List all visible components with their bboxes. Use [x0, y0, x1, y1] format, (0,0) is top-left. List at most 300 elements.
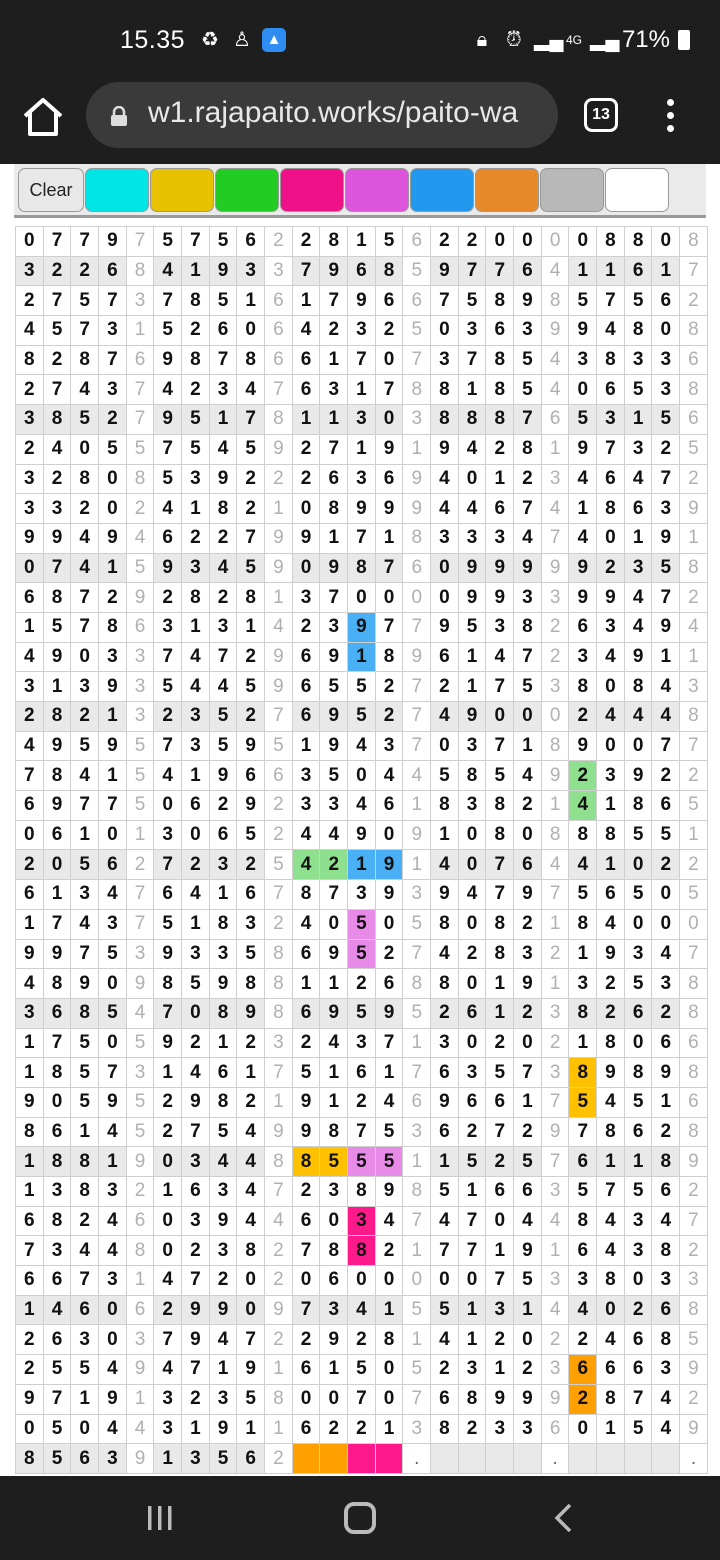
number-cell[interactable]: 3	[652, 1355, 680, 1385]
number-cell[interactable]: 8	[486, 345, 514, 375]
number-cell[interactable]: 8	[514, 434, 542, 464]
number-cell[interactable]: 5	[569, 880, 597, 910]
number-cell[interactable]: 8	[486, 286, 514, 316]
number-cell[interactable]: 3	[652, 969, 680, 999]
number-cell[interactable]: 2	[514, 1355, 542, 1385]
number-cell[interactable]: 6	[43, 998, 71, 1028]
number-cell[interactable]: 0	[154, 1236, 182, 1266]
separator-cell[interactable]: 1	[403, 1147, 431, 1177]
number-cell[interactable]: 9	[99, 227, 127, 257]
separator-cell[interactable]: 2	[680, 761, 708, 791]
home-nav-icon[interactable]	[344, 1502, 376, 1534]
separator-cell[interactable]: 8	[680, 969, 708, 999]
number-cell[interactable]: 9	[209, 1414, 237, 1444]
number-cell[interactable]: 1	[237, 612, 265, 642]
number-cell[interactable]	[348, 1444, 376, 1474]
separator-cell[interactable]: 1	[265, 1087, 293, 1117]
number-cell[interactable]: 6	[597, 375, 625, 405]
number-cell[interactable]: 5	[237, 820, 265, 850]
number-cell[interactable]: 2	[375, 702, 403, 732]
number-cell[interactable]: 8	[237, 583, 265, 613]
number-cell[interactable]: 2	[182, 1028, 210, 1058]
number-cell[interactable]: 3	[348, 464, 376, 494]
number-cell[interactable]: 7	[237, 523, 265, 553]
number-cell[interactable]: 2	[43, 256, 71, 286]
number-cell[interactable]: 0	[597, 731, 625, 761]
number-cell[interactable]: 8	[43, 1206, 71, 1236]
number-cell[interactable]: 0	[292, 1384, 320, 1414]
separator-cell[interactable]: 8	[403, 375, 431, 405]
number-cell[interactable]: 8	[320, 494, 348, 524]
number-cell[interactable]: 2	[348, 1087, 376, 1117]
number-cell[interactable]: 6	[16, 880, 44, 910]
number-cell[interactable]: 9	[431, 256, 459, 286]
number-cell[interactable]: 4	[431, 1206, 459, 1236]
separator-cell[interactable]: 8	[403, 1177, 431, 1207]
number-cell[interactable]	[486, 1444, 514, 1474]
number-cell[interactable]: 5	[375, 1147, 403, 1177]
number-cell[interactable]: 0	[514, 702, 542, 732]
number-cell[interactable]: 2	[182, 1236, 210, 1266]
separator-cell[interactable]: 7	[541, 1147, 569, 1177]
separator-cell[interactable]: 9	[265, 434, 293, 464]
number-cell[interactable]: 6	[348, 256, 376, 286]
number-cell[interactable]: 8	[431, 405, 459, 435]
number-cell[interactable]: 7	[375, 1028, 403, 1058]
number-cell[interactable]: 8	[182, 583, 210, 613]
number-cell[interactable]: 4	[209, 434, 237, 464]
number-cell[interactable]: 5	[569, 1087, 597, 1117]
number-cell[interactable]: 6	[209, 820, 237, 850]
number-cell[interactable]: 2	[569, 1384, 597, 1414]
number-cell[interactable]: 4	[569, 1295, 597, 1325]
number-cell[interactable]: 0	[431, 731, 459, 761]
separator-cell[interactable]: 2	[126, 1177, 154, 1207]
number-cell[interactable]: 8	[597, 345, 625, 375]
separator-cell[interactable]: .	[541, 1444, 569, 1474]
number-cell[interactable]: 9	[43, 939, 71, 969]
separator-cell[interactable]: 7	[680, 256, 708, 286]
number-cell[interactable]: 5	[431, 1177, 459, 1207]
number-cell[interactable]: 8	[375, 256, 403, 286]
number-cell[interactable]: 4	[154, 1355, 182, 1385]
number-cell[interactable]: 8	[43, 1147, 71, 1177]
number-cell[interactable]: 5	[292, 1058, 320, 1088]
separator-cell[interactable]: 5	[680, 434, 708, 464]
number-cell[interactable]: 3	[99, 1177, 127, 1207]
separator-cell[interactable]: 5	[126, 553, 154, 583]
separator-cell[interactable]: 2	[126, 494, 154, 524]
number-cell[interactable]: 6	[597, 1355, 625, 1385]
number-cell[interactable]: 5	[237, 939, 265, 969]
number-cell[interactable]: 3	[209, 1177, 237, 1207]
number-cell[interactable]: 5	[320, 1147, 348, 1177]
number-cell[interactable]: 2	[71, 702, 99, 732]
number-cell[interactable]: 5	[514, 1147, 542, 1177]
number-cell[interactable]: 9	[514, 880, 542, 910]
number-cell[interactable]: 4	[569, 464, 597, 494]
number-cell[interactable]: 3	[486, 523, 514, 553]
number-cell[interactable]: 5	[43, 1444, 71, 1474]
number-cell[interactable]: 9	[569, 434, 597, 464]
number-cell[interactable]: 2	[514, 909, 542, 939]
number-cell[interactable]: 2	[652, 761, 680, 791]
number-cell[interactable]: 6	[431, 642, 459, 672]
number-cell[interactable]: 7	[292, 1236, 320, 1266]
number-cell[interactable]: 4	[237, 1147, 265, 1177]
number-cell[interactable]: 8	[348, 1236, 376, 1266]
number-cell[interactable]: 4	[514, 1206, 542, 1236]
number-cell[interactable]: 6	[348, 1058, 376, 1088]
back-icon[interactable]	[552, 1502, 576, 1534]
number-cell[interactable]: 7	[486, 731, 514, 761]
number-cell[interactable]: 2	[237, 494, 265, 524]
number-cell[interactable]: 7	[182, 227, 210, 257]
number-cell[interactable]: 8	[597, 820, 625, 850]
number-cell[interactable]: 6	[292, 642, 320, 672]
number-cell[interactable]: 0	[652, 880, 680, 910]
number-cell[interactable]: 9	[237, 731, 265, 761]
number-cell[interactable]: 2	[320, 850, 348, 880]
number-cell[interactable]: 8	[569, 820, 597, 850]
number-cell[interactable]: 8	[624, 1058, 652, 1088]
separator-cell[interactable]: 8	[541, 286, 569, 316]
number-cell[interactable]: 7	[486, 880, 514, 910]
number-cell[interactable]: 9	[597, 1058, 625, 1088]
number-cell[interactable]: 5	[43, 1355, 71, 1385]
number-cell[interactable]: 0	[71, 1414, 99, 1444]
separator-cell[interactable]: 1	[265, 1414, 293, 1444]
separator-cell[interactable]: 7	[265, 1058, 293, 1088]
number-cell[interactable]: 8	[486, 375, 514, 405]
number-cell[interactable]: 2	[99, 583, 127, 613]
number-cell[interactable]: 4	[514, 523, 542, 553]
number-cell[interactable]: 4	[209, 672, 237, 702]
number-cell[interactable]: 2	[292, 227, 320, 257]
number-cell[interactable]: 9	[514, 1384, 542, 1414]
number-cell[interactable]: 2	[348, 1325, 376, 1355]
number-cell[interactable]: 7	[458, 256, 486, 286]
number-cell[interactable]: 4	[597, 1236, 625, 1266]
number-cell[interactable]: 9	[569, 583, 597, 613]
number-cell[interactable]: 4	[348, 791, 376, 821]
number-cell[interactable]: 0	[624, 1028, 652, 1058]
number-cell[interactable]: 9	[375, 850, 403, 880]
separator-cell[interactable]: 6	[403, 1087, 431, 1117]
number-cell[interactable]: 8	[375, 642, 403, 672]
separator-cell[interactable]: 7	[403, 672, 431, 702]
number-cell[interactable]: 6	[320, 1266, 348, 1296]
number-cell[interactable]: 5	[458, 1147, 486, 1177]
number-cell[interactable]: 2	[209, 523, 237, 553]
number-cell[interactable]: 2	[597, 969, 625, 999]
number-cell[interactable]: 4	[431, 1325, 459, 1355]
number-cell[interactable]: 2	[182, 316, 210, 346]
number-cell[interactable]: 8	[569, 1206, 597, 1236]
number-cell[interactable]: 7	[154, 642, 182, 672]
separator-cell[interactable]: 6	[403, 553, 431, 583]
number-cell[interactable]: 1	[348, 642, 376, 672]
separator-cell[interactable]: 4	[265, 612, 293, 642]
separator-cell[interactable]: 4	[403, 761, 431, 791]
number-cell[interactable]: 7	[154, 998, 182, 1028]
number-cell[interactable]: 1	[99, 1147, 127, 1177]
number-cell[interactable]: 2	[375, 672, 403, 702]
number-cell[interactable]: 4	[458, 434, 486, 464]
number-cell[interactable]: 6	[486, 1087, 514, 1117]
separator-cell[interactable]: 0	[403, 1266, 431, 1296]
number-cell[interactable]: 3	[99, 316, 127, 346]
number-cell[interactable]: 2	[237, 850, 265, 880]
separator-cell[interactable]: 1	[680, 820, 708, 850]
separator-cell[interactable]: 9	[541, 553, 569, 583]
separator-cell[interactable]: 3	[541, 1355, 569, 1385]
number-cell[interactable]: 8	[43, 583, 71, 613]
separator-cell[interactable]: 2	[680, 464, 708, 494]
number-cell[interactable]: 0	[514, 1028, 542, 1058]
number-cell[interactable]: 0	[597, 523, 625, 553]
number-cell[interactable]: 6	[569, 612, 597, 642]
separator-cell[interactable]: 1	[403, 1028, 431, 1058]
number-cell[interactable]: 3	[182, 939, 210, 969]
number-cell[interactable]: 3	[237, 909, 265, 939]
number-cell[interactable]: 4	[569, 850, 597, 880]
separator-cell[interactable]: 3	[541, 583, 569, 613]
number-cell[interactable]: 6	[375, 791, 403, 821]
number-cell[interactable]: 2	[458, 227, 486, 257]
number-cell[interactable]: 1	[71, 1384, 99, 1414]
number-cell[interactable]: 4	[624, 583, 652, 613]
number-cell[interactable]: 4	[320, 1028, 348, 1058]
number-cell[interactable]: 5	[99, 939, 127, 969]
number-cell[interactable]: 8	[16, 345, 44, 375]
number-cell[interactable]: 9	[16, 1087, 44, 1117]
number-cell[interactable]: 0	[597, 672, 625, 702]
number-cell[interactable]: 8	[431, 1414, 459, 1444]
separator-cell[interactable]: 8	[265, 998, 293, 1028]
number-cell[interactable]: 6	[292, 1355, 320, 1385]
number-cell[interactable]: 2	[569, 1325, 597, 1355]
number-cell[interactable]: 2	[320, 316, 348, 346]
number-cell[interactable]: 1	[99, 761, 127, 791]
number-cell[interactable]: 6	[43, 820, 71, 850]
separator-cell[interactable]: 6	[403, 286, 431, 316]
number-cell[interactable]: 3	[624, 345, 652, 375]
number-cell[interactable]: 6	[597, 464, 625, 494]
number-cell[interactable]: 9	[43, 642, 71, 672]
separator-cell[interactable]: 2	[265, 820, 293, 850]
number-cell[interactable]: 9	[431, 880, 459, 910]
separator-cell[interactable]: 6	[541, 1414, 569, 1444]
separator-cell[interactable]: 1	[126, 1266, 154, 1296]
number-cell[interactable]: 8	[431, 375, 459, 405]
number-cell[interactable]: 4	[514, 761, 542, 791]
number-cell[interactable]: 3	[652, 375, 680, 405]
number-cell[interactable]: 1	[348, 850, 376, 880]
separator-cell[interactable]: 9	[680, 1147, 708, 1177]
number-cell[interactable]: 1	[624, 405, 652, 435]
number-cell[interactable]: 0	[458, 464, 486, 494]
number-cell[interactable]: 3	[16, 405, 44, 435]
number-cell[interactable]: 0	[320, 1206, 348, 1236]
number-cell[interactable]: 2	[431, 998, 459, 1028]
number-cell[interactable]: 2	[237, 702, 265, 732]
number-cell[interactable]: 1	[597, 791, 625, 821]
number-cell[interactable]: 0	[375, 345, 403, 375]
number-cell[interactable]: 1	[16, 1058, 44, 1088]
number-cell[interactable]: 4	[652, 1384, 680, 1414]
separator-cell[interactable]: 5	[126, 761, 154, 791]
number-cell[interactable]: 3	[99, 909, 127, 939]
separator-cell[interactable]: 5	[403, 1295, 431, 1325]
separator-cell[interactable]: 3	[403, 1117, 431, 1147]
separator-cell[interactable]: 1	[403, 1236, 431, 1266]
separator-cell[interactable]: 6	[680, 405, 708, 435]
number-cell[interactable]: 9	[237, 998, 265, 1028]
number-cell[interactable]: 5	[237, 672, 265, 702]
number-cell[interactable]: 4	[431, 939, 459, 969]
number-cell[interactable]: 7	[209, 345, 237, 375]
number-cell[interactable]: 2	[182, 523, 210, 553]
number-cell[interactable]: 3	[182, 464, 210, 494]
number-cell[interactable]: 1	[597, 256, 625, 286]
separator-cell[interactable]: 7	[541, 880, 569, 910]
number-cell[interactable]: 0	[16, 1414, 44, 1444]
number-cell[interactable]: 8	[71, 464, 99, 494]
number-cell[interactable]: 9	[209, 256, 237, 286]
number-cell[interactable]: 2	[431, 1355, 459, 1385]
number-cell[interactable]: 0	[624, 909, 652, 939]
separator-cell[interactable]: 4	[541, 1206, 569, 1236]
number-cell[interactable]: 5	[348, 998, 376, 1028]
number-cell[interactable]: 5	[182, 434, 210, 464]
number-cell[interactable]: 1	[16, 909, 44, 939]
number-cell[interactable]: 3	[320, 612, 348, 642]
number-cell[interactable]: 9	[624, 642, 652, 672]
number-cell[interactable]: 2	[154, 583, 182, 613]
number-cell[interactable]: 8	[237, 345, 265, 375]
number-cell[interactable]: 7	[154, 434, 182, 464]
number-cell[interactable]: 2	[569, 702, 597, 732]
separator-cell[interactable]: 7	[403, 345, 431, 375]
number-cell[interactable]: 2	[154, 1087, 182, 1117]
separator-cell[interactable]: 8	[541, 820, 569, 850]
number-cell[interactable]: 1	[16, 1028, 44, 1058]
number-cell[interactable]: 3	[182, 553, 210, 583]
separator-cell[interactable]: 8	[680, 227, 708, 257]
number-cell[interactable]: 8	[43, 1058, 71, 1088]
number-cell[interactable]: 3	[431, 523, 459, 553]
number-cell[interactable]: 2	[71, 1206, 99, 1236]
separator-cell[interactable]: 3	[680, 1266, 708, 1296]
number-cell[interactable]: 2	[375, 939, 403, 969]
number-cell[interactable]: 9	[597, 583, 625, 613]
number-cell[interactable]: 1	[154, 1177, 182, 1207]
number-cell[interactable]: 5	[154, 909, 182, 939]
separator-cell[interactable]: 8	[126, 464, 154, 494]
number-cell[interactable]: 1	[71, 1117, 99, 1147]
number-cell[interactable]: 5	[375, 1117, 403, 1147]
number-cell[interactable]: 5	[624, 1177, 652, 1207]
number-cell[interactable]: 0	[431, 583, 459, 613]
number-cell[interactable]: 0	[237, 1295, 265, 1325]
number-cell[interactable]: 0	[458, 1266, 486, 1296]
number-cell[interactable]: 6	[375, 969, 403, 999]
separator-cell[interactable]: 9	[403, 494, 431, 524]
number-cell[interactable]: 0	[486, 227, 514, 257]
number-cell[interactable]: 5	[209, 286, 237, 316]
number-cell[interactable]: 3	[16, 256, 44, 286]
separator-cell[interactable]: .	[403, 1444, 431, 1474]
number-cell[interactable]: 9	[431, 612, 459, 642]
number-cell[interactable]: 4	[597, 702, 625, 732]
number-cell[interactable]: 4	[431, 702, 459, 732]
separator-cell[interactable]: 8	[265, 405, 293, 435]
number-cell[interactable]: 1	[597, 850, 625, 880]
number-cell[interactable]: 3	[154, 820, 182, 850]
number-cell[interactable]: 5	[71, 850, 99, 880]
number-cell[interactable]: 6	[486, 316, 514, 346]
number-cell[interactable]: 2	[348, 969, 376, 999]
number-cell[interactable]: 4	[375, 1206, 403, 1236]
color-button-violet[interactable]	[345, 168, 409, 212]
number-cell[interactable]: 1	[320, 345, 348, 375]
number-cell[interactable]: 6	[154, 523, 182, 553]
number-cell[interactable]: 4	[209, 1147, 237, 1177]
number-cell[interactable]: 2	[237, 1087, 265, 1117]
number-cell[interactable]: 7	[320, 286, 348, 316]
number-cell[interactable]: 7	[99, 791, 127, 821]
number-cell[interactable]: 5	[71, 1087, 99, 1117]
number-cell[interactable]: 4	[71, 523, 99, 553]
number-cell[interactable]: 6	[652, 1295, 680, 1325]
number-cell[interactable]: 2	[652, 998, 680, 1028]
number-cell[interactable]: 8	[458, 405, 486, 435]
number-cell[interactable]: 2	[16, 702, 44, 732]
number-cell[interactable]: 4	[154, 256, 182, 286]
number-cell[interactable]: 2	[375, 1236, 403, 1266]
number-cell[interactable]: 2	[375, 316, 403, 346]
number-cell[interactable]: 4	[458, 880, 486, 910]
separator-cell[interactable]: 7	[126, 909, 154, 939]
number-cell[interactable]: 4	[652, 702, 680, 732]
number-cell[interactable]: 9	[569, 731, 597, 761]
number-cell[interactable]: 9	[16, 523, 44, 553]
number-cell[interactable]: 3	[458, 731, 486, 761]
number-cell[interactable]: 3	[182, 1147, 210, 1177]
number-cell[interactable]: 4	[154, 494, 182, 524]
number-cell[interactable]: 8	[431, 969, 459, 999]
separator-cell[interactable]: 3	[541, 1177, 569, 1207]
number-cell[interactable]: 6	[16, 1266, 44, 1296]
number-cell[interactable]: 3	[624, 939, 652, 969]
number-cell[interactable]: 3	[209, 612, 237, 642]
number-cell[interactable]: 5	[209, 1117, 237, 1147]
number-cell[interactable]: 9	[348, 286, 376, 316]
number-cell[interactable]: 2	[71, 494, 99, 524]
number-cell[interactable]: 1	[99, 553, 127, 583]
number-cell[interactable]: 0	[71, 642, 99, 672]
separator-cell[interactable]: 2	[680, 286, 708, 316]
number-cell[interactable]: 0	[16, 227, 44, 257]
number-cell[interactable]: 4	[652, 1414, 680, 1444]
separator-cell[interactable]: 1	[541, 1236, 569, 1266]
separator-cell[interactable]: 9	[403, 820, 431, 850]
number-cell[interactable]: 0	[99, 1295, 127, 1325]
number-cell[interactable]: 4	[209, 553, 237, 583]
number-cell[interactable]: 6	[569, 1147, 597, 1177]
number-cell[interactable]: 1	[182, 1414, 210, 1444]
